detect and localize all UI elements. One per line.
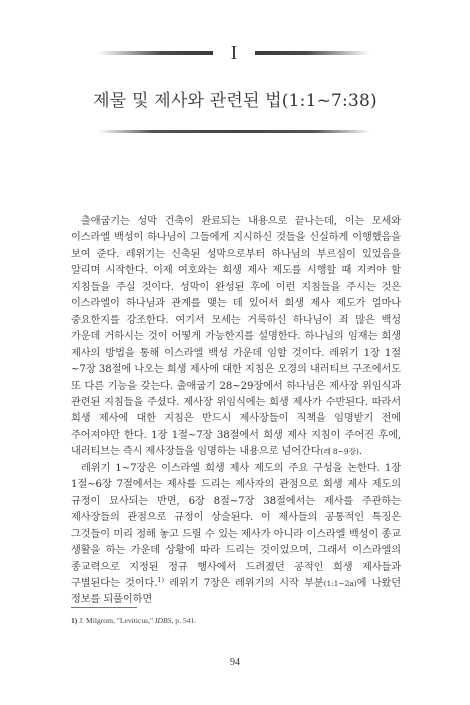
paragraph-1: [71, 214, 401, 461]
footnote-marker: 1): [157, 575, 164, 584]
paragraph-2-tail: 레위기 7장은 레위기의 시작 부분: [163, 577, 324, 589]
paragraph-2-text: 레위기 1~7장은 이스라엘 희생 제사 제도의 주요 구성을 논한다. 1장 1절~6장 7절에서는 제사를 드리는 제사자의 관점으로 희생 제사 제도의 규정이 묘사되는 반면, 6장 8절~7장 38절에서는 제사를 주관하는 제사장들의 관점으로 규정이 상술된다. 이 제사들의 공통적인 특징은 그것들이 미리 정해 놓고 드릴 수 있는 제사가 아니라 이스라엘 백성이 종교 생활을 하는 가운데 상황에 따라 드리는 것이었으며, 그래서 이스라엘의 종교력으로 지정된 정규 행사에서 드려졌던 공적인 희생 제사들과 구별된다는 것이다.: [71, 462, 401, 589]
heading-rule-left: [98, 51, 213, 55]
footnote-separator: [71, 607, 137, 608]
scripture-reference: (레 8~9장): [320, 447, 359, 457]
chapter-title: 제물 및 제사와 관련된 법(1:1~7:38): [93, 91, 377, 111]
paragraph-1-text: 출애굽기는 성막 건축이 완료되는 내용으로 끝나는데, 이는 모세와 이스라엘 백성이 하나님이 그들에게 지시하신 것들을 신실하게 이행했음을 보여 준다. 레위기는 신축된 성막으로부터 하나님의 부르심이 있었음을 알리며 시작한다. 이제 여호와는 희생 제사 제도를 시행할 때 지켜야 할 지침들을 주실 것이다. 성막이 완성된 후에 이런 지침들을 주시는 것은 이스라엘이 하나님과 관계를 맺는 데 있어서 희생 제사 제도가 얼마나 중요한지를 강조한다. 여기서 모세는 거룩하신 하나님이 죄 많은 백성 가운데 거하시는 것이 어떻게 가능한지를 설명한다. 하나님의 임재는 희생 제사의 방법을 통해 이스라엘 백성 가운데 임할 것이다. 레위기 1장 1절~7장 38절에 나오는 희생 제사에 대한 지침은 오경의 내러티브 구조에서도 또 다른 기능을 갖는다. 출애굽기 28~29장에서 하나님은 제사장 위임식과 관련된 지침들을 주셨다. 제사장 위임식에는 희생 제사가 수반된다. 따라서 희생 제사에 대한 지침은 반드시 제사장들이 직책을 임명받기 전에 주어져야만 한다. 1장 1절~7장 38절에서 희생 제사 지침이 주어진 후에, 내러티브는 즉시 제사장들을 임명하는 내용으로 넘어간다: [71, 216, 401, 458]
footnote-number: 1): [71, 616, 78, 625]
footnote-italic: IDBS: [155, 616, 172, 625]
chapter-number: I: [230, 42, 238, 64]
page-number: 94: [230, 657, 240, 668]
footnote-text: J. Milgrom, "Leviticus,": [77, 616, 156, 625]
heading-rule-right: [255, 51, 370, 55]
paragraph-1-end: .: [358, 446, 362, 458]
paragraph-2: [71, 461, 401, 609]
paragraph-2-end: 에 나왔던 정보를 되풀이하면: [71, 577, 401, 606]
title-underline-rule: [98, 130, 370, 133]
footnote-text-end: , p. 541.: [171, 616, 197, 625]
body-text: [71, 214, 401, 609]
footnote: [71, 616, 401, 625]
scripture-reference-2: (1:1~2a): [323, 578, 357, 588]
chapter-heading-ornament: [0, 42, 470, 62]
